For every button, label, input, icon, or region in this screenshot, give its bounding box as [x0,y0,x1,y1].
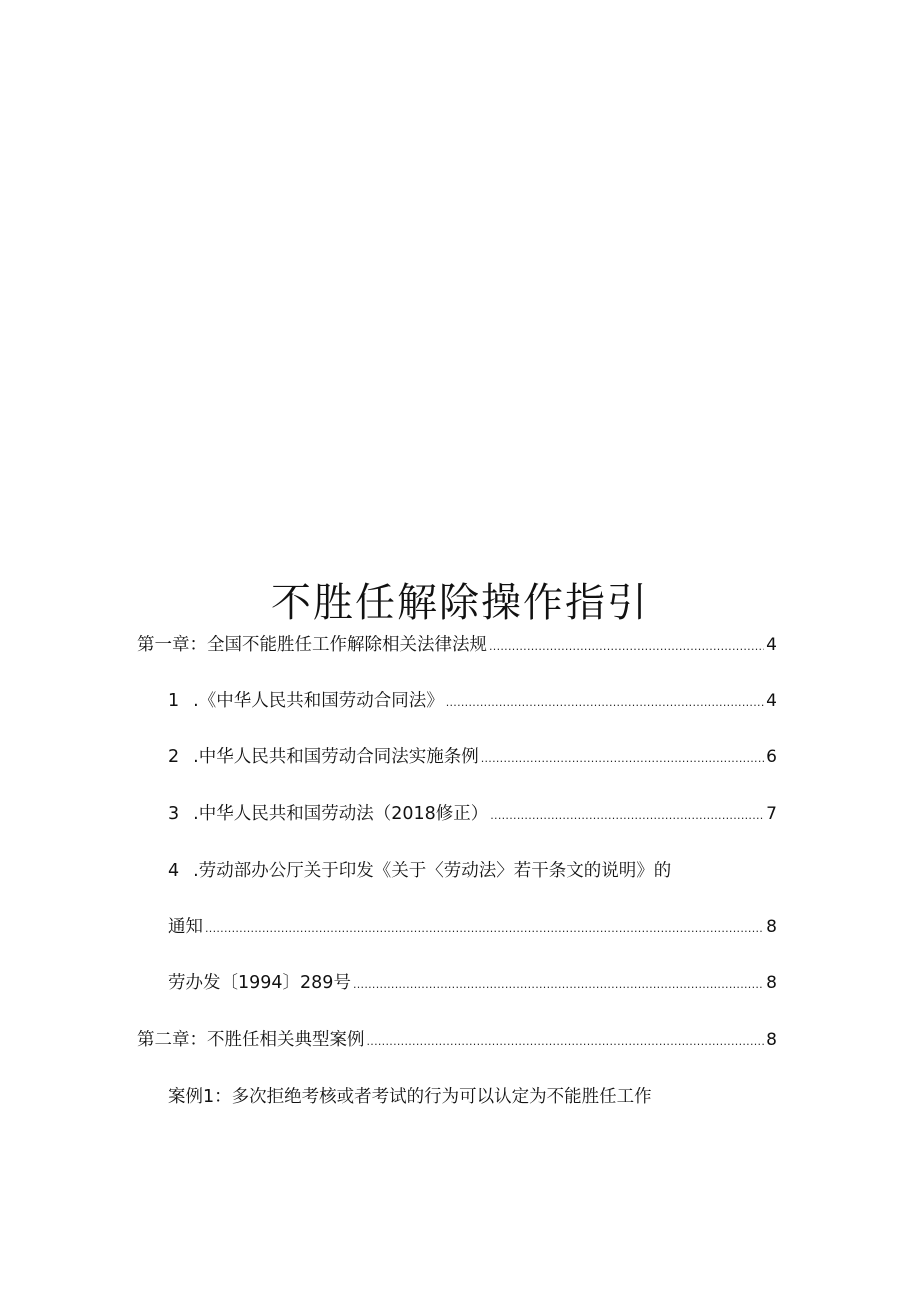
toc-entry-chapter-1[interactable] [137,633,777,657]
toc-entry-item-4-continuation[interactable] [168,915,777,939]
toc-page-number: 8 [766,973,777,993]
toc-entry-number: 3 [168,804,180,824]
toc-leader-dots [205,917,764,941]
toc-leader-dots [367,1030,765,1054]
toc-leader-dots [489,635,764,659]
toc-leader-dots [353,973,764,997]
toc-page-number: 8 [766,917,777,937]
toc-entry-item-1[interactable] [168,689,777,713]
toc-entry-number: 2 [168,747,180,767]
toc-leader-dots [481,747,764,771]
toc-entry-text: 案例1：多次拒绝考核或者考试的行为可以认定为不能胜任工作 [168,1087,652,1107]
toc-entry-label: 第二章：不胜任相关典型案例 [137,1030,365,1050]
toc-entry-case-1[interactable] [168,1085,652,1109]
toc-entry-text: .中华人民共和国劳动法（2018修正） [193,804,489,824]
toc-entry-text: .《中华人民共和国劳动合同法》 [193,691,444,711]
toc-entry-item-4[interactable] [168,859,671,883]
toc-entry-chapter-2[interactable] [137,1028,777,1052]
toc-entry-text: .劳动部办公厅关于印发《关于〈劳动法〉若干条文的说明》的 [193,861,672,881]
toc-page-number: 6 [766,747,777,767]
toc-entry-item-2[interactable] [168,745,777,769]
toc-page-number: 4 [766,635,777,655]
toc-entry-label [168,745,479,769]
document-title: 不胜任解除操作指引 [271,580,649,626]
toc-entry-number: 4 [168,861,180,881]
toc-leader-dots [446,691,764,715]
toc-entry-label: 第一章：全国不能胜任工作解除相关法律法规 [137,635,487,655]
toc-entry-number: 1 [168,691,180,711]
toc-page-number: 8 [766,1030,777,1050]
toc-entry-item-3[interactable] [168,802,777,826]
toc-page-number: 7 [766,804,777,824]
toc-entry-label: 劳办发〔1994〕289号 [168,973,351,993]
toc-entry-label [168,802,488,826]
toc-page-number: 4 [766,691,777,711]
toc-entry-item-5[interactable] [168,971,777,995]
toc-entry-label [168,689,444,713]
toc-entry-text: .中华人民共和国劳动合同法实施条例 [193,747,479,767]
toc-entry-label: 通知 [168,917,203,937]
toc-leader-dots [490,804,764,828]
